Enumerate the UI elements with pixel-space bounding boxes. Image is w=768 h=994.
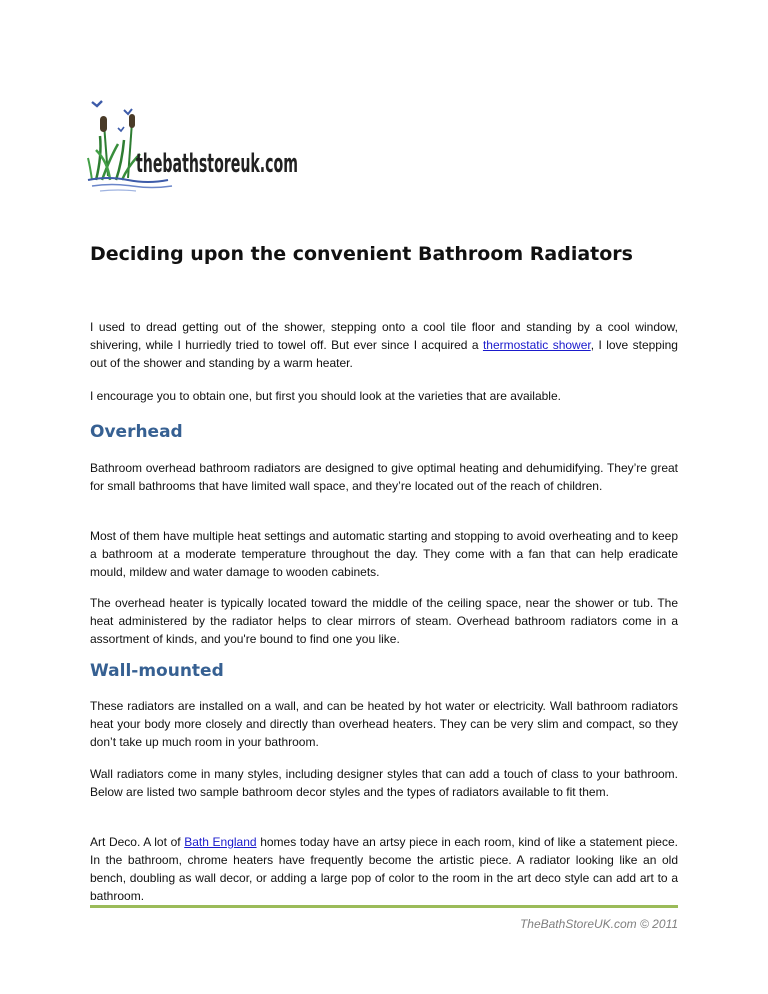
- footer-divider: [90, 905, 678, 908]
- wall-text-1: These radiators are installed on a wall, and can be heated by hot water or electricity. Wall bathroom radiators heat your body more closely and directly than overhead heaters. They can be very slim and compact, so they don’t take up much room in your bathroom.: [90, 699, 678, 749]
- overhead-text-1: Bathroom overhead bathroom radiators are designed to give optimal heating and dehumidifying. They’re great for small bathrooms that have limited wall space, and they’re located out of the reach of children.: [90, 461, 678, 493]
- wall-paragraph-1: [90, 697, 678, 751]
- bird-icon: [92, 101, 102, 106]
- section-heading-overhead: Overhead: [90, 422, 183, 442]
- cattail-icon: [129, 114, 135, 128]
- section-heading-wall-mounted: Wall-mounted: [90, 661, 224, 681]
- footer-copyright: TheBathStoreUK.com © 2011: [519, 917, 678, 931]
- overhead-text-2: Most of them have multiple heat settings and automatic starting and stopping to avoid overheating and to keep a bathroom at a moderate temperature throughout the day. They come with a fan that can help eradicate mould, mildew and water damage to wooden cabinets.: [90, 529, 678, 579]
- intro-text-before-link: I used to dread getting out of the shower, stepping onto a cool tile floor and standing by a cool window, shivering, while I hurriedly tried to towel off. But ever since I acquired a: [90, 320, 678, 352]
- overhead-paragraph-2: [90, 527, 678, 581]
- overhead-paragraph-1: [90, 459, 678, 495]
- bird-icon: [124, 109, 132, 114]
- document-title: Deciding upon the convenient Bathroom Radiators: [90, 243, 633, 265]
- intro-paragraph-1: [90, 318, 678, 372]
- wall-paragraph-3: [90, 833, 678, 905]
- logo-graphic: [88, 96, 303, 196]
- thebathstoreuk-logo: [88, 96, 303, 196]
- logo-wordmark: thebathstoreuk.com: [136, 149, 298, 179]
- intro-text-2: I encourage you to obtain one, but first you should look at the varieties that are available.: [90, 389, 561, 403]
- wall-text-after-link: homes today have an artsy piece in each room, kind of like a statement piece. In the bathroom, chrome heaters have frequently become the artistic piece. A radiator looking like an old bench, doubling as wall decor, or adding a large pop of color to the room in the art deco style can add art to a bathroom.: [90, 835, 678, 903]
- wall-text-before-link: Art Deco. A lot of: [90, 835, 185, 849]
- bird-icon: [118, 127, 124, 131]
- thermostatic-shower-link[interactable]: thermostatic shower: [482, 338, 591, 352]
- overhead-text-3: The overhead heater is typically located toward the middle of the ceiling space, near the shower or tub. The heat administered by the radiator helps to clear mirrors of steam. Overhead bathroom radiators come in a assortment of kinds, and you're bound to find one you like.: [90, 596, 678, 646]
- wall-paragraph-2: [90, 765, 678, 801]
- bath-england-link[interactable]: Bath England: [184, 835, 257, 849]
- cattail-icon: [100, 116, 107, 132]
- intro-text-after-link: , I love stepping out of the shower and standing by a warm heater.: [90, 338, 678, 370]
- overhead-paragraph-3: [90, 594, 678, 648]
- wall-text-2: Wall radiators come in many styles, including designer styles that can add a touch of class to your bathroom. Below are listed two sample bathroom decor styles and the types of radiators available to fit them.: [90, 767, 678, 799]
- intro-paragraph-2: [90, 387, 678, 405]
